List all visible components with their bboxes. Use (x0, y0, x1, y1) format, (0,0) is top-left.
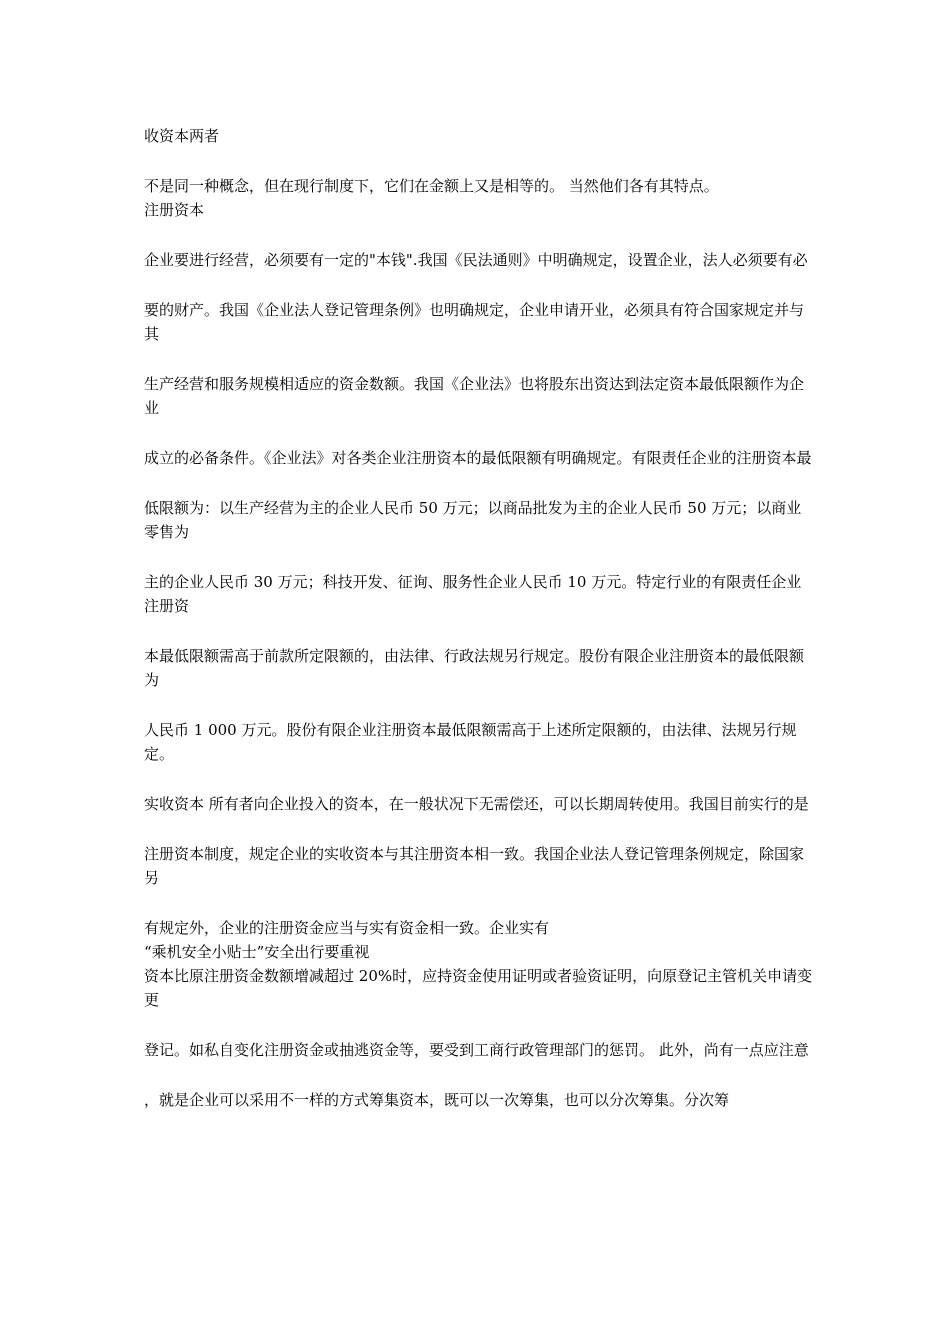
paragraph: 主的企业人民币 30 万元；科技开发、征询、服务性企业人民币 10 万元。特定行业的有限责任企业注册资 (144, 573, 802, 615)
paragraph: 企业要进行经营，必须要有一定的"本钱".我国《民法通则》中明确规定，设置企业，法人必须要有必 (144, 251, 808, 269)
inserted-notice: “乘机安全小贴士”安全出行要重视 (144, 943, 370, 961)
paragraph: 不是同一种概念，但在现行制度下，它们在金额上又是相等的。 当然他们各有其特点。 (144, 177, 719, 195)
paragraph: 资本比原注册资金数额增减超过 20%时，应持资金使用证明或者验资证明，向原登记主管机关申请变更 (144, 967, 813, 1009)
paragraph: ，就是企业可以采用不一样的方式筹集资本，既可以一次筹集，也可以分次筹集。分次筹 (144, 1091, 730, 1109)
paragraph: 有规定外，企业的注册资金应当与实有资金相一致。企业实有 (144, 919, 550, 937)
paragraph: 低限额为：以生产经营为主的企业人民币 50 万元；以商品批发为主的企业人民币 50 万元；以商业零售为 (144, 499, 802, 541)
paragraph: 要的财产。我国《企业法人登记管理条例》也明确规定，企业申请开业，必须具有符合国家规定并与其 (144, 301, 805, 343)
paragraph: 人民币 1 000 万元。股份有限企业注册资本最低限额需高于上述所定限额的，由法律、法规另行规定。 (144, 721, 797, 763)
paragraph: 注册资本制度，规定企业的实收资本与其注册资本相一致。我国企业法人登记管理条例规定，除国家另 (144, 845, 805, 887)
section-heading: 注册资本 (144, 201, 205, 219)
paragraph: 实收资本 所有者向企业投入的资本，在一般状况下无需偿还，可以长期周转使用。我国目前实行的是 (144, 795, 809, 813)
paragraph: 本最低限额需高于前款所定限额的，由法律、行政法规另行规定。股份有限企业注册资本的最低限额为 (144, 647, 805, 689)
paragraph: 生产经营和服务规模相适应的资金数额。我国《企业法》也将股东出资达到法定资本最低限额作为企业 (144, 375, 805, 417)
paragraph: 成立的必备条件。《企业法》对各类企业注册资本的最低限额有明确规定。有限责任企业的注册资本最 (144, 449, 812, 467)
paragraph: 收资本两者 (144, 127, 220, 145)
document-body (144, 124, 816, 1112)
paragraph: 登记。如私自变化注册资金或抽逃资金等，要受到工商行政管理部门的惩罚。 此外，尚有一点应注意 (144, 1041, 809, 1059)
